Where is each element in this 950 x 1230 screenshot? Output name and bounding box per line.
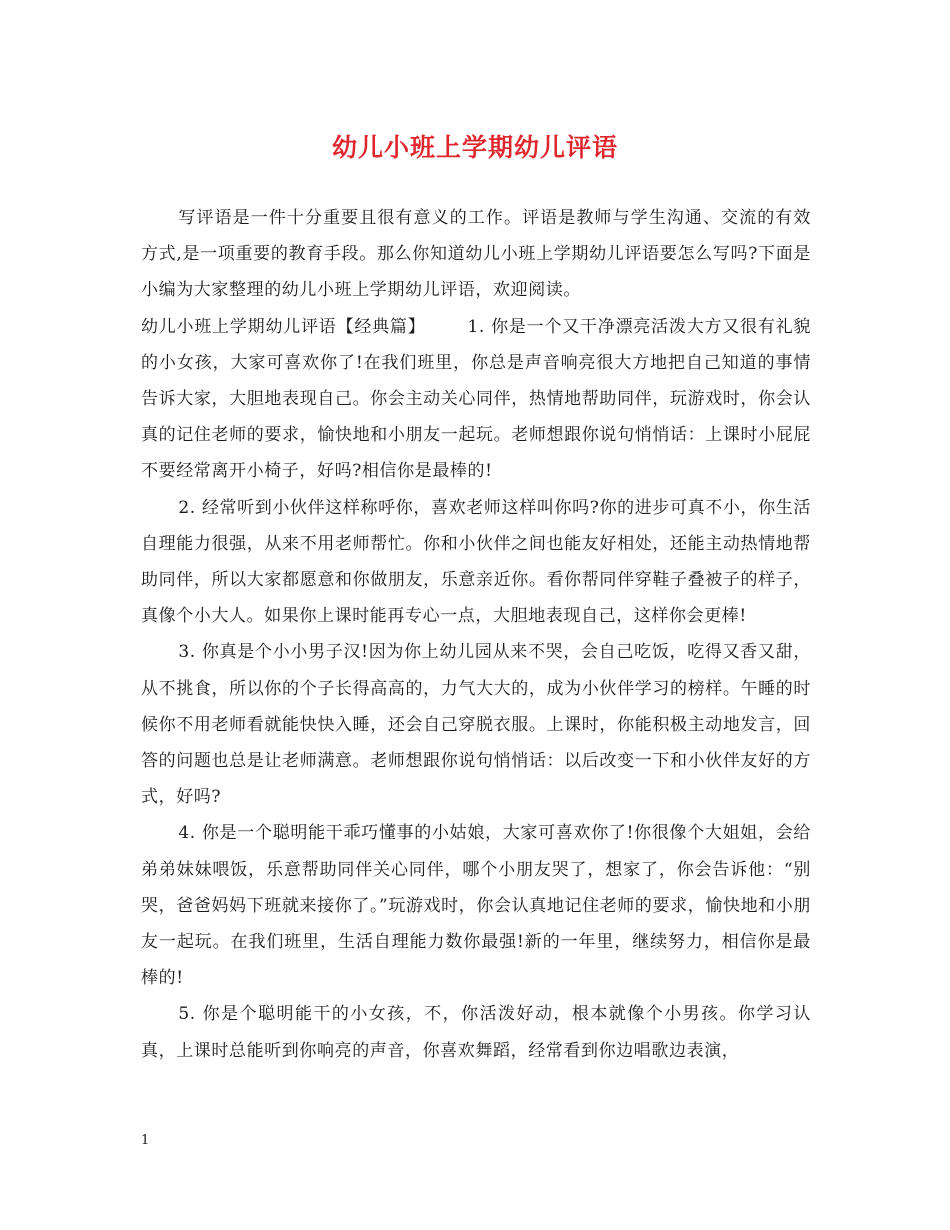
document-title: 幼儿小班上学期幼儿评语 xyxy=(331,133,618,162)
document-body xyxy=(141,200,811,1069)
comment-item-2: 2. 经常听到小伙伴这样称呼你，喜欢老师这样叫你吗?你的进步可真不小，你生活自理能力很强，从来不用老师帮忙。你和小伙伴之间也能友好相处，还能主动热情地帮助同伴，所以大家都愿意和你做朋友，乐意亲近你。看你帮同伴穿鞋子叠被子的样子，真像个小大人。如果你上课时能再专心一点，大胆地表现自己，这样你会更棒! xyxy=(141,497,811,627)
intro-paragraph: 写评语是一件十分重要且很有意义的工作。评语是教师与学生沟通、交流的有效方式,是一项重要的教育手段。那么你知道幼儿小班上学期幼儿评语要怎么写吗?下面是小编为大家整理的幼儿小班上学期幼儿评语，欢迎阅读。 xyxy=(141,208,811,301)
comment-item-3: 3. 你真是个小小男子汉!因为你上幼儿园从来不哭，会自己吃饭，吃得又香又甜，从不挑食，所以你的个子长得高高的，力气大大的，成为小伙伴学习的榜样。午睡的时候你不用老师看就能快快入睡，还会自己穿脱衣服。上课时，你能积极主动地发言，回答的问题也总是让老师满意。老师想跟你说句悄悄话：以后改变一下和小伙伴友好的方式，好吗? xyxy=(141,642,811,808)
page-number: 1 xyxy=(141,1133,150,1148)
comment-item-5: 5. 你是个聪明能干的小女孩，不，你活泼好动，根本就像个小男孩。你学习认真，上课时总能听到你响亮的声音，你喜欢舞蹈，经常看到你边唱歌边表演， xyxy=(141,1004,811,1061)
section-heading: 幼儿小班上学期幼儿评语【经典篇】 xyxy=(141,316,426,337)
comment-item-4: 4. 你是一个聪明能干乖巧懂事的小姑娘，大家可喜欢你了!你很像个大姐姐，会给弟弟妹妹喂饭，乐意帮助同伴关心同伴，哪个小朋友哭了，想家了，你会告诉他：“别哭，爸爸妈妈下班就来接你了。”玩游戏时，你会认真地记住老师的要求，愉快地和小朋友一起玩。在我们班里，生活自理能力数你最强!新的一年里，继续努力，相信你是最棒的! xyxy=(141,823,811,989)
comment-item-1: 1. 你是一个又干净漂亮活泼大方又很有礼貌的小女孩，大家可喜欢你了!在我们班里，你总是声音响亮很大方地把自己知道的事情告诉大家，大胆地表现自己。你会主动关心同伴，热情地帮助同伴，玩游戏时，你会认真的记住老师的要求，愉快地和小朋友一起玩。老师想跟你说句悄悄话：上课时小屁屁不要经常离开小椅子，好吗?相信你是最棒的! xyxy=(141,316,811,482)
section-paragraph xyxy=(141,309,811,490)
